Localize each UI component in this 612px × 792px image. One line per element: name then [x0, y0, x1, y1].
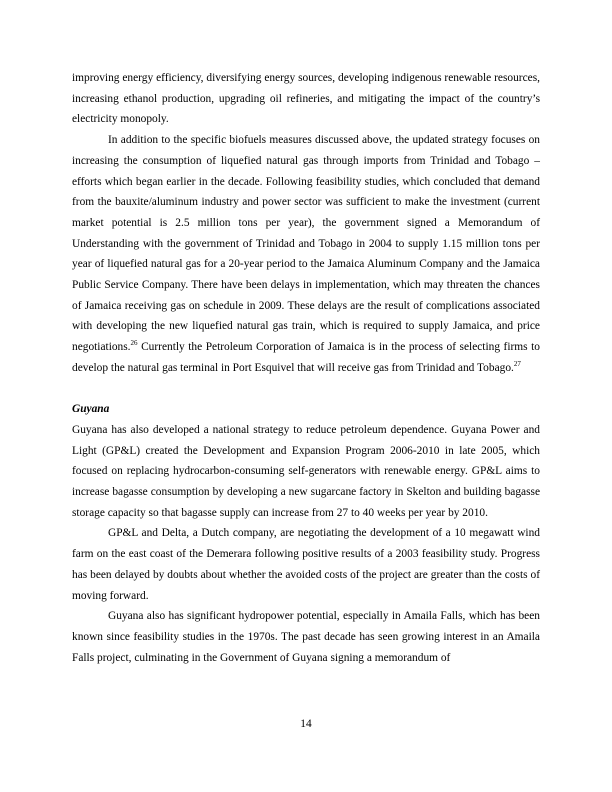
- section-gap: [72, 379, 540, 400]
- lng-text-part-2: Currently the Petroleum Corporation of Jamaica is in the process of selecting firms to develop the natural gas terminal in Port Esquivel that will receive gas from Trinidad and Tobago.: [72, 341, 540, 374]
- paragraph-energy-strategy-continued: improving energy efficiency, diversifying energy sources, developing indigenous renewable resources, increasing ethanol production, upgrading oil refineries, and mitigating the impact of the country’s electricity monopoly.: [72, 72, 540, 126]
- footnote-ref-27[interactable]: 27: [513, 359, 521, 368]
- lng-text-part-1: In addition to the specific biofuels measures discussed above, the updated strategy focuses on increasing the consumption of liquefied natural gas through imports from Trinidad and Tobago – efforts which began earlier in the decade. Following feasibility studies, which concluded that demand from the bauxite/aluminum industry and power sector was sufficient to make the investment (current market potential is 2.5 million tons per year), the government signed a Memorandum of Understanding with the government of Trinidad and Tobago in 2004 to supply 1.15 million tons per year of liquefied natural gas for a 20-year period to the Jamaica Aluminum Company and the Jamaica Public Service Company. There have been delays in implementation, which may threaten the chances of Jamaica receiving gas on schedule in 2009. These delays are the result of complications associated with developing the new liquefied natural gas train, which is required to supply Jamaica, and price negotiations.: [72, 134, 540, 354]
- body-text: [72, 68, 540, 668]
- paragraph-liquefied-natural-gas: [72, 130, 540, 378]
- paragraph-hydropower: Guyana also has significant hydropower potential, especially in Amaila Falls, which has been known since feasibility studies in the 1970s. The past decade has seen growing interest in an Amaila Falls project, culminating in the Government of Guyana signing a memorandum of: [72, 610, 540, 664]
- footnote-ref-26[interactable]: 26: [130, 339, 138, 348]
- section-heading-guyana: Guyana: [72, 403, 110, 416]
- paragraph-guyana-strategy: Guyana has also developed a national strategy to reduce petroleum dependence. Guyana Power and Light (GP&L) created the Development and Expansion Program 2006-2010 in late 2005, which focused on replacing hydrocarbon-consuming self-generators with renewable energy. GP&L aims to increase bagasse consumption by developing a new sugarcane factory in Skelton and building bagasse storage capacity so that bagasse supply can increase from 27 to 40 weeks per year by 2010.: [72, 423, 540, 519]
- page-number: 14: [300, 718, 312, 730]
- paragraph-wind-farm: GP&L and Delta, a Dutch company, are negotiating the development of a 10 megawatt wind farm on the east coast of the Demerara following positive results of a 2003 feasibility study. Progress has been delayed by doubts about whether the avoided costs of the project are greater than the costs of moving forward.: [72, 527, 540, 602]
